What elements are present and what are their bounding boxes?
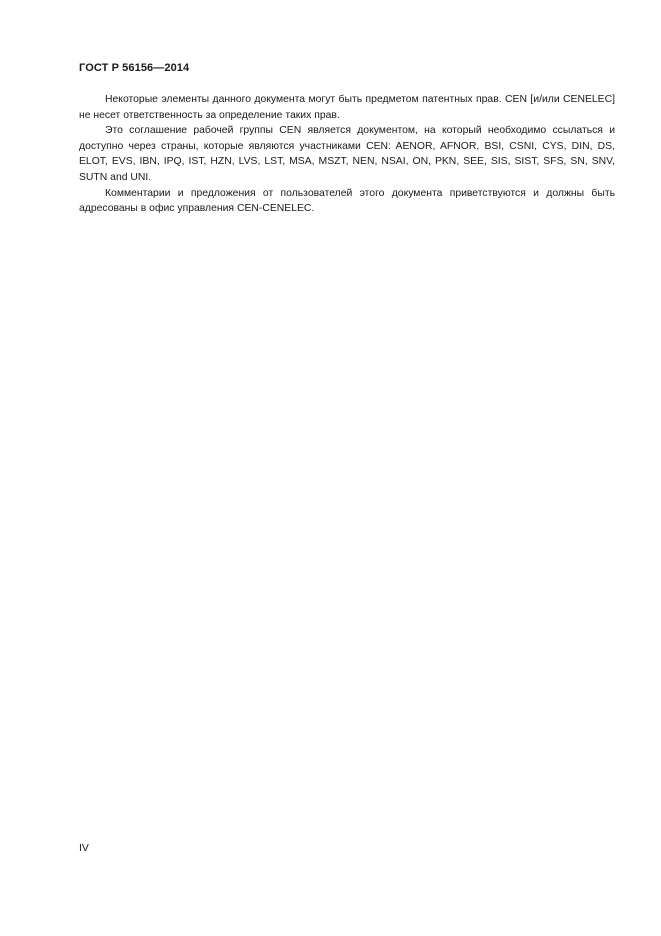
paragraph-patent-rights: Некоторые элементы данного документа могут быть предметом патентных прав. CEN [и/или CENELEC] не несет ответственность за определение таких прав.	[79, 94, 615, 121]
document-body	[79, 92, 615, 217]
paragraph-cen-members: Это соглашение рабочей группы CEN является документом, на который необходимо ссылаться и доступно через страны, которые являются участниками CEN: AENOR, AFNOR, BSI, CSNI, CYS, DIN, DS, ELOT, EVS, IBN, IPQ, IST, HZN, LVS, LST, MSA, MSZT, NEN, NSAI, ON, PKN, SEE, SIS, SIST, SFS, SN, SNV, SUTN and UNI.	[79, 125, 615, 183]
paragraph-comments: Комментарии и предложения от пользователей этого документа приветствуются и должны быть адресованы в офис управления CEN-CENELEC.	[79, 187, 615, 215]
document-header: ГОСТ Р 56156—2014	[79, 62, 190, 74]
page-number: IV	[79, 843, 89, 854]
